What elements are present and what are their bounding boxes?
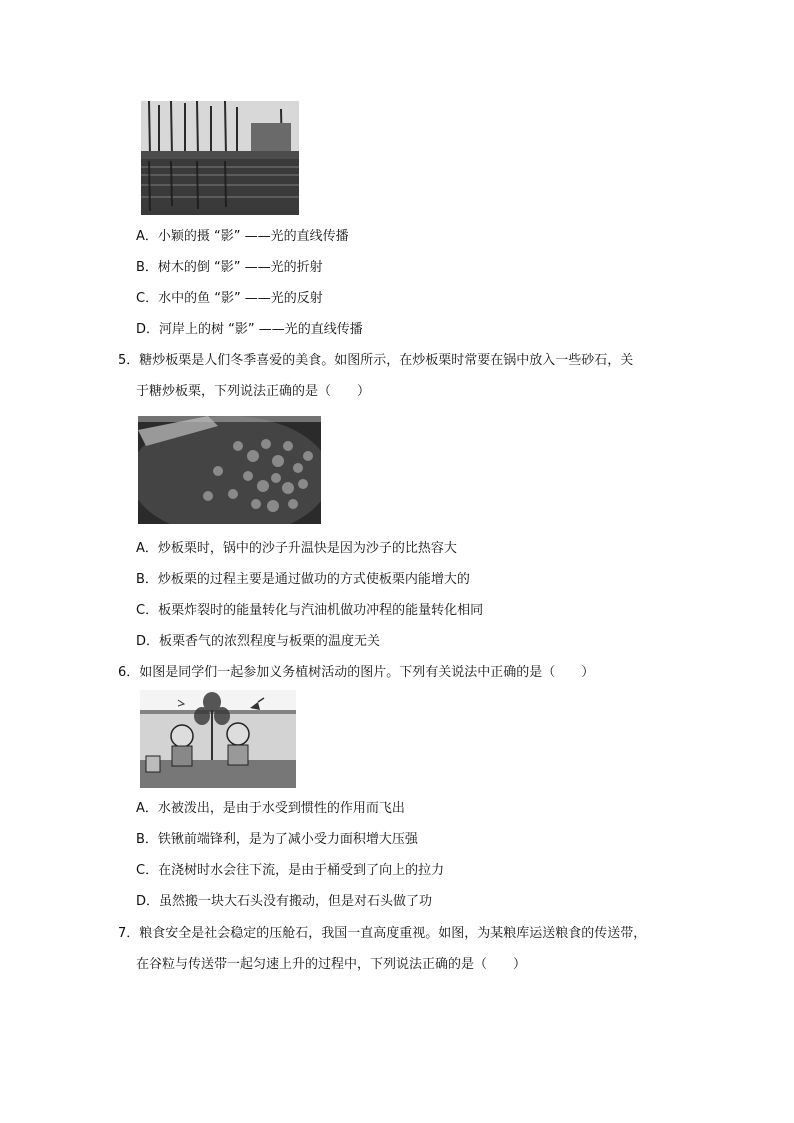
q5-stem-line1: 5．糖炒板栗是人们冬季喜爱的美食。如图所示，在炒板栗时常要在锅中放入一些砂石，关 <box>118 353 634 368</box>
q4-option-b: B．树木的倒 “影” ——光的折射 <box>136 260 323 275</box>
tree-planting-image <box>140 690 296 788</box>
q6-option-b: B．铁锹前端锋利，是为了减小受力面积增大压强 <box>136 832 418 847</box>
q4-option-c: C．水中的鱼 “影” ——光的反射 <box>136 291 323 306</box>
q5-option-c: C．板栗炸裂时的能量转化与汽油机做功冲程的能量转化相同 <box>136 603 484 618</box>
q6-option-d: D．虽然搬一块大石头没有搬动，但是对石头做了功 <box>136 894 433 909</box>
q4-option-a: A．小颖的摄 “影” ——光的直线传播 <box>136 229 349 244</box>
q7-stem-line1: 7．粮食安全是社会稳定的压舱石，我国一直高度重视。如图，为某粮库运送粮食的传送带， <box>118 926 647 941</box>
q5-stem-line2: 于糖炒板栗，下列说法正确的是（ ） <box>136 384 371 399</box>
trees-reflection-image <box>141 101 299 215</box>
q4-photo-trees-reflection <box>141 101 299 215</box>
q5-option-b: B．炒板栗的过程主要是通过做功的方式使板栗内能增大的 <box>136 572 470 587</box>
chestnuts-wok-image <box>138 416 321 524</box>
q6-option-a: A．水被泼出，是由于水受到惯性的作用而飞出 <box>136 801 405 816</box>
q7-stem-line2: 在谷粒与传送带一起匀速上升的过程中，下列说法正确的是（ ） <box>136 957 527 972</box>
q6-option-c: C．在浇树时水会往下流，是由于桶受到了向上的拉力 <box>136 863 445 878</box>
q5-option-a: A．炒板栗时，锅中的沙子升温快是因为沙子的比热容大 <box>136 541 457 556</box>
q6-drawing-tree-planting <box>140 690 296 788</box>
q6-stem-line1: 6．如图是同学们一起参加义务植树活动的图片。下列有关说法中正确的是（ ） <box>118 665 595 680</box>
q5-photo-chestnuts <box>138 416 321 524</box>
q5-option-d: D．板栗香气的浓烈程度与板栗的温度无关 <box>136 634 381 649</box>
q4-option-d: D．河岸上的树 “影” ——光的直线传播 <box>136 322 363 337</box>
